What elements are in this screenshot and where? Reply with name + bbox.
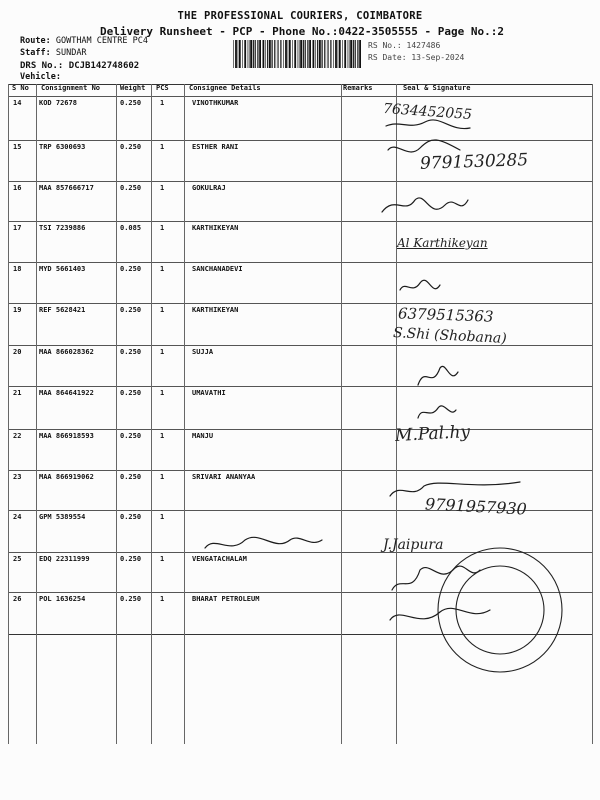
route-label: Route: (20, 36, 51, 46)
row-consignment-no: MAA 866918593 (39, 432, 94, 440)
runsheet-title: Delivery Runsheet - PCP - Phone No.:0422-3505555 - Page No.:2 (100, 25, 504, 38)
staff-value: SUNDAR (55, 48, 87, 58)
handwritten-phone-14: 7634452055 (382, 100, 473, 124)
row-weight: 0.250 (120, 473, 142, 481)
staff-label: Staff: (20, 48, 51, 58)
row-sno: 20 (13, 348, 22, 356)
signature-stroke-16 (382, 198, 468, 212)
signature-stroke-23 (390, 482, 520, 496)
row-consignment-no: MAA 857666717 (39, 184, 94, 192)
row-consignee: SRIVARI ANANYAA (192, 473, 256, 481)
row-weight: 0.250 (120, 513, 142, 521)
vehicle-label: Vehicle: (20, 72, 61, 82)
handwritten-name-22: M.Pal.hy (394, 422, 471, 446)
row-sno: 19 (13, 306, 22, 314)
row-consignment-no: MAA 866028362 (39, 348, 94, 356)
handwritten-name-17: Al Karthikeyan (397, 236, 488, 250)
row-consignee: KARTHIKEYAN (192, 306, 239, 314)
rs-date-label: RS Date: (368, 53, 407, 62)
row-pcs: 1 (160, 99, 165, 107)
row-pcs: 1 (160, 184, 165, 192)
rs-no-label: RS No.: (368, 41, 402, 50)
signature-stroke-20 (418, 366, 458, 385)
handwritten-phone-15: 9791530285 (419, 150, 529, 174)
row-weight: 0.250 (120, 306, 142, 314)
rs-date-value: 13-Sep-2024 (411, 53, 465, 62)
signature-stroke-15 (388, 140, 460, 152)
row-consignee: UMAVATHI (192, 389, 226, 397)
row-pcs: 1 (160, 432, 165, 440)
col-header-pcs: PCS (156, 84, 169, 92)
signature-stroke-24 (205, 537, 322, 548)
row-weight: 0.250 (120, 348, 142, 356)
col-header-seal: Seal & Signature (403, 84, 471, 92)
signature-stroke-14 (386, 120, 470, 129)
row-sno: 15 (13, 143, 22, 151)
handwritten-phone-19: 6379515363 (397, 304, 494, 326)
row-consignee: MANJU (192, 432, 214, 440)
row-sno: 18 (13, 265, 22, 273)
row-consignment-no: MAA 866919062 (39, 473, 94, 481)
row-consignment-no: TSI 7239886 (39, 224, 86, 232)
col-header-weight: Weight (120, 84, 146, 92)
row-consignee: VENGATACHALAM (192, 555, 247, 563)
row-weight: 0.250 (120, 432, 142, 440)
col-header-consignee: Consignee Details (189, 84, 261, 92)
company-title: THE PROFESSIONAL COURIERS, COIMBATORE (177, 10, 423, 22)
row-consignment-no: MAA 864641922 (39, 389, 94, 397)
row-weight: 0.250 (120, 389, 142, 397)
signature-stroke-21 (418, 406, 456, 418)
row-weight: 0.250 (120, 595, 142, 603)
row-sno: 14 (13, 99, 22, 107)
handwritten-name-24: J.Jaipura (383, 537, 444, 553)
row-pcs: 1 (160, 595, 165, 603)
row-consignee: GOKULRAJ (192, 184, 226, 192)
route-value: GOWTHAM CENTRE PC4 (55, 36, 148, 46)
row-sno: 23 (13, 473, 22, 481)
handwritten-phone-23: 9791957930 (424, 494, 528, 519)
row-consignment-no: MYD 5661403 (39, 265, 86, 273)
row-weight: 0.085 (120, 224, 142, 232)
row-pcs: 1 (160, 555, 165, 563)
row-pcs: 1 (160, 389, 165, 397)
row-weight: 0.250 (120, 99, 142, 107)
row-sno: 25 (13, 555, 22, 563)
row-consignment-no: REF 5628421 (39, 306, 86, 314)
row-consignment-no: EDQ 22311999 (39, 555, 90, 563)
row-consignee: VINOTHKUMAR (192, 99, 239, 107)
signature-stroke-26 (390, 608, 490, 620)
row-consignee: ESTHER RANI (192, 143, 239, 151)
row-consignee: KARTHIKEYAN (192, 224, 239, 232)
row-pcs: 1 (160, 265, 165, 273)
row-sno: 21 (13, 389, 22, 397)
row-sno: 22 (13, 432, 22, 440)
row-consignment-no: GPM 5389554 (39, 513, 86, 521)
row-consignee: BHARAT PETROLEUM (192, 595, 260, 603)
row-pcs: 1 (160, 306, 165, 314)
row-pcs: 1 (160, 348, 165, 356)
col-header-sno: S No (12, 84, 29, 92)
row-sno: 24 (13, 513, 22, 521)
row-pcs: 1 (160, 473, 165, 481)
row-pcs: 1 (160, 143, 165, 151)
signature-stroke-18 (400, 280, 440, 290)
row-sno: 26 (13, 595, 22, 603)
drs-value: DCJB142748602 (68, 61, 140, 71)
row-weight: 0.250 (120, 265, 142, 273)
row-consignee: SANCHANADEVI (192, 265, 243, 273)
row-weight: 0.250 (120, 555, 142, 563)
row-consignment-no: KOD 72678 (39, 99, 77, 107)
rs-no-value: 1427486 (406, 41, 441, 50)
row-weight: 0.250 (120, 184, 142, 192)
row-consignment-no: TRP 6300693 (39, 143, 86, 151)
col-header-consignment: Consignment No (41, 84, 101, 92)
drs-label: DRS No.: (20, 61, 64, 71)
row-pcs: 1 (160, 513, 165, 521)
row-pcs: 1 (160, 224, 165, 232)
row-consignee: SUJJA (192, 348, 214, 356)
row-sno: 17 (13, 224, 22, 232)
col-header-remarks: Remarks (343, 84, 373, 92)
handwritten-name-19: S.Shi (Shobana) (392, 325, 508, 347)
row-weight: 0.250 (120, 143, 142, 151)
signature-stroke-25 (392, 566, 480, 590)
row-consignment-no: POL 1636254 (39, 595, 86, 603)
row-sno: 16 (13, 184, 22, 192)
